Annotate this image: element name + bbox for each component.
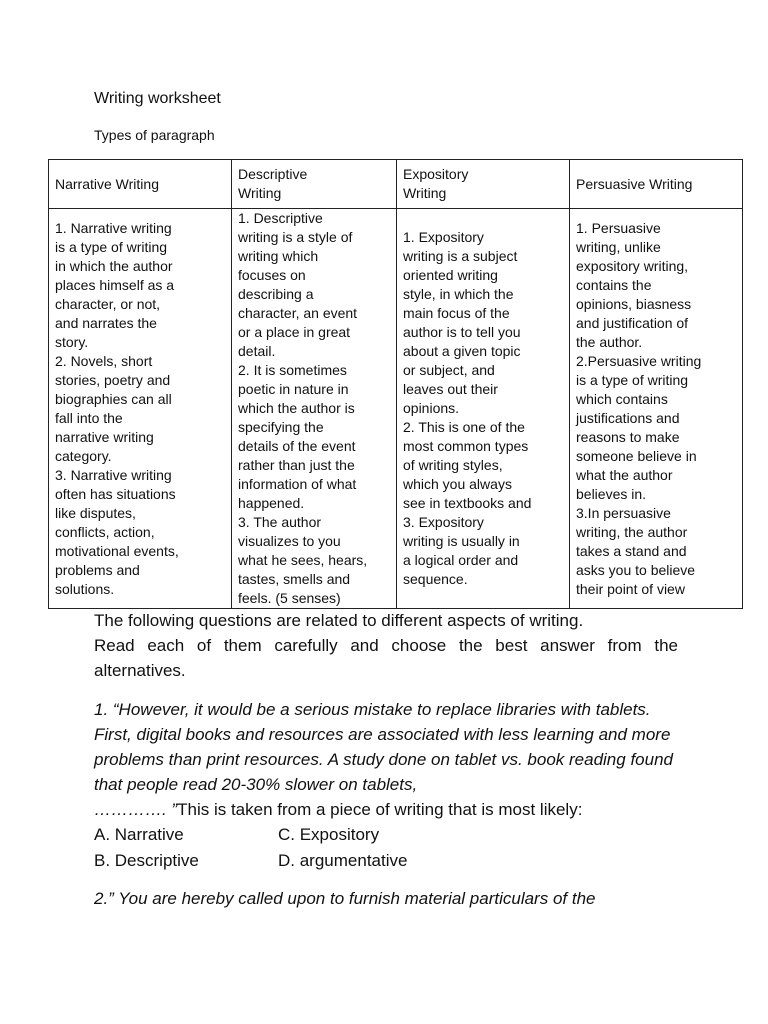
table-row — [49, 209, 743, 609]
cell-persuasive: 1. Persuasive writing, unlike expository writing, contains the opinions, biasness and justification of the author. 2.Persuasive writing is a type of writing which contains justifications and reasons to make someone believe in what the author believes in. 3.In persuasive writing, the author takes a stand and asks you to believe their point of view — [570, 209, 743, 609]
option-c[interactable]: C. Expository — [278, 825, 380, 844]
worksheet-title: Writing worksheet — [94, 90, 221, 107]
questions-section — [94, 608, 678, 911]
question-1-quote: 1. “However, it would be a serious mistake to replace libraries with tablets. First, digital books and resources are associated with less learning and more problems than print resources. A study done on tablet vs. book reading found that people read 20-30% slower on tablets, — [94, 700, 673, 794]
section-subtitle: Types of paragraph — [94, 127, 215, 143]
question-1-prompt — [94, 797, 678, 822]
paragraph-types-table — [48, 159, 743, 609]
header-expository: Expository Writing — [397, 160, 570, 209]
question-2-quote: 2.” You are hereby called upon to furnish material particulars of the — [94, 889, 596, 908]
option-d[interactable]: D. argumentative — [278, 851, 408, 870]
cell-descriptive: 1. Descriptive writing is a style of writing which focuses on describing a character, an event or a place in great detail. 2. It is sometimes poetic in nature in which the author is specifying the details of the event rather than just the information of what happened. 3. The author visualizes to you what he sees, hears, tastes, smells and feels. (5 senses) — [232, 209, 397, 609]
cell-expository: 1. Expository writing is a subject oriented writing style, in which the main focus of the author is to tell you about a given topic or subject, and leaves out their opinions. 2. This is one of the most common types of writing styles, which you always see in textbooks and 3. Expository writing is usually in a logical order and sequence. — [397, 209, 570, 609]
ellipsis: …………. ” — [94, 800, 178, 819]
intro-line-2: Read each of them carefully and choose the best answer from the alternatives. — [94, 636, 678, 680]
header-descriptive: Descriptive Writing — [232, 160, 397, 209]
cell-narrative: 1. Narrative writing is a type of writing in which the author places himself as a character, or not, and narrates the story. 2. Novels, short stories, poetry and biographies can all fall into the narrative writing category. 3. Narrative writing often has situations like disputes, conflicts, action, motivational events, problems and solutions. — [49, 209, 232, 609]
option-a[interactable]: A. Narrative — [94, 825, 184, 844]
question-1-options — [94, 822, 678, 874]
option-b[interactable]: B. Descriptive — [94, 851, 199, 870]
header-narrative: Narrative Writing — [49, 160, 232, 209]
table-header-row — [49, 160, 743, 209]
question-1-text: This is taken from a piece of writing that is most likely: — [177, 800, 583, 819]
intro-line-1: The following questions are related to different aspects of writing. — [94, 611, 584, 630]
questions-intro — [94, 608, 678, 683]
header-persuasive: Persuasive Writing — [570, 160, 743, 209]
